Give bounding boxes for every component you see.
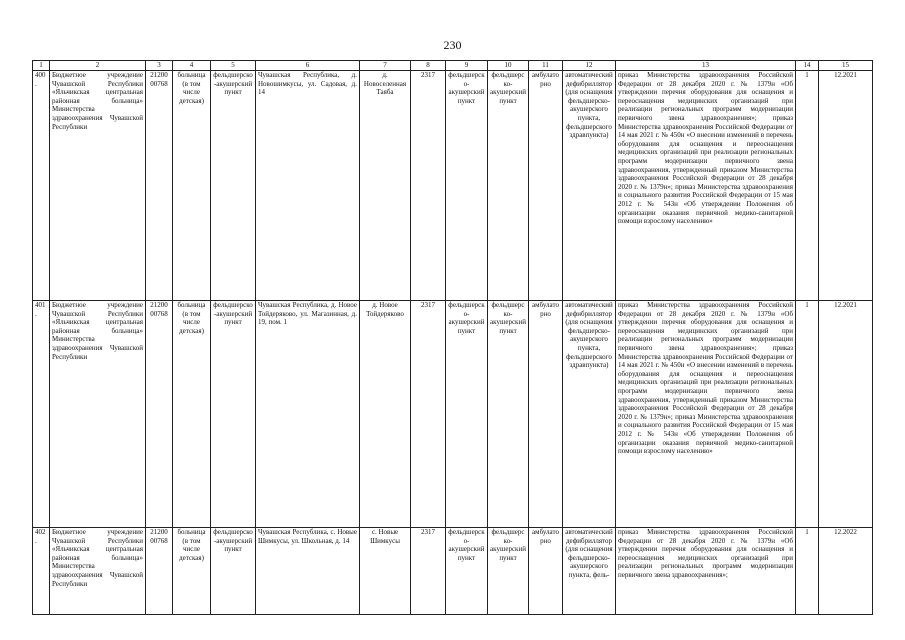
legal-basis: [616, 301, 796, 528]
institution-code: 21200 00768: [146, 528, 173, 615]
institution-code: 21200 00768: [146, 301, 173, 528]
column-header: 8: [411, 61, 446, 71]
registry-table: [32, 60, 873, 615]
column-header: 7: [360, 61, 411, 71]
population: 2317: [411, 71, 446, 301]
row-number: 402.: [33, 528, 50, 615]
address: Чувашская Республика, д. Новое Тойдеряково, ул. Магазинная, д. 19, пом. 1: [256, 301, 360, 528]
care-mode: амбулаторно: [529, 301, 563, 528]
subdivision: фельдшерско-акушерский пункт: [211, 301, 256, 528]
settlement: д. Новоселенная Таяба: [360, 71, 411, 301]
form-col-10: фельдшерско-акушерский пункт: [488, 301, 529, 528]
legal-basis-text: приказ Министерства здравоохранения Российской Федерации от 28 декабря 2020 г. № 1379н «Об утверждении перечня оборудования для оснащения и переоснащения медицинских организаций при реализации региональных программ модернизации первичного звена здравоохранения»; приказ Министерства здравоохранения Российской Федерации от 14 мая 2021 г. № 450н «О внесении изменений в перечень оборудования для оснащения и переоснащения медицинских организаций при реализации региональных программ модернизации первичного звена здравоохранения, утвержденный приказом Министерства здравоохранения Российской Федерации от 28 декабря 2020 г. № 1379н»; приказ Министерства здравоохранения и социального развития Российской Федерации от 15 мая 2012 г. № 543н «Об утверждении Положения об организации оказания первичной медико-санитарной помощи взрослому населению»: [618, 71, 793, 226]
form-col-10: фельдшерско-акушерский пункт: [488, 71, 529, 301]
equipment: автоматический дефибриллятор (для оснащения фельдшерско-акушерского пункта, фель-: [563, 528, 616, 615]
population: 2317: [411, 301, 446, 528]
institution-type: больница (в том числе детская): [173, 301, 211, 528]
institution-type: больница (в том числе детская): [173, 528, 211, 615]
form-col-9: фельдшерско-акушерский пункт: [446, 71, 488, 301]
column-header: 13: [616, 61, 796, 71]
column-header: 1: [33, 61, 50, 71]
quantity: 1: [796, 71, 819, 301]
legal-basis: [616, 71, 796, 301]
legal-basis-text: приказ Министерства здравоохранения Российской Федерации от 28 декабря 2020 г. № 1379н «Об утверждении перечня оборудования для оснащения и переоснащения медицинских организаций при реализации региональных программ модернизации первичного звена здравоохранения»;: [618, 528, 793, 579]
column-header: 10: [488, 61, 529, 71]
institution-name: Бюджетное учреждение Чувашской Республики «Яльчикская центральная районная больница» Министерства здравоохранения Чувашской Республики: [50, 528, 146, 615]
settlement: д. Новое Тойдеряково: [360, 301, 411, 528]
form-col-9: фельдшерско-акушерский пункт: [446, 301, 488, 528]
column-number-row: [33, 61, 873, 71]
column-header: 9: [446, 61, 488, 71]
column-header: 6: [256, 61, 360, 71]
column-header: 4: [173, 61, 211, 71]
quantity: 1: [796, 528, 819, 615]
form-col-10: фельдшерско-акушерский пункт: [488, 528, 529, 615]
address: Чувашская Республика, с. Новые Шимкусы, ул. Школьная, д. 14: [256, 528, 360, 615]
form-col-9: фельдшерско-акушерский пункт: [446, 528, 488, 615]
population: 2317: [411, 528, 446, 615]
column-header: 14: [796, 61, 819, 71]
target-date: 12.2021: [819, 301, 873, 528]
column-header: 11: [529, 61, 563, 71]
institution-type: больница (в том числе детская): [173, 71, 211, 301]
equipment: автоматический дефибриллятор (для оснащения фельдшерско-акушерского пункта, фельдшерского здравпункта): [563, 301, 616, 528]
column-header: 15: [819, 61, 873, 71]
subdivision: фельдшерско-акушерский пункт: [211, 528, 256, 615]
care-mode: амбулаторно: [529, 71, 563, 301]
target-date: 12.2022: [819, 528, 873, 615]
column-header: 5: [211, 61, 256, 71]
address: Чувашская Республика, д. Новошимкусы, ул. Садовая, д. 14: [256, 71, 360, 301]
target-date: 12.2021: [819, 71, 873, 301]
subdivision: фельдшерско-акушерский пункт: [211, 71, 256, 301]
table-row: [33, 301, 873, 528]
institution-code: 21200 00768: [146, 71, 173, 301]
column-header: 2: [50, 61, 146, 71]
column-header: 12: [563, 61, 616, 71]
legal-basis-text: приказ Министерства здравоохранения Российской Федерации от 28 декабря 2020 г. № 1379н «Об утверждении перечня оборудования для оснащения и переоснащения медицинских организаций при реализации региональных программ модернизации первичного звена здравоохранения»; приказ Министерства здравоохранения Российской Федерации от 14 мая 2021 г. № 450н «О внесении изменений в перечень оборудования для оснащения и переоснащения медицинских организаций при реализации региональных программ модернизации первичного звена здравоохранения, утвержденный приказом Министерства здравоохранения Российской Федерации от 28 декабря 2020 г. № 1379н»; приказ Министерства здравоохранения и социального развития Российской Федерации от 15 мая 2012 г. № 543н «Об утверждении Положения об организации оказания первичной медико-санитарной помощи взрослому населению»: [618, 301, 793, 456]
row-number: 401.: [33, 301, 50, 528]
table-row: [33, 528, 873, 615]
quantity: 1: [796, 301, 819, 528]
table-row: [33, 71, 873, 301]
column-header: 3: [146, 61, 173, 71]
page-number: 230: [443, 38, 462, 52]
row-number: 400.: [33, 71, 50, 301]
equipment: автоматический дефибриллятор (для оснащения фельдшерско-акушерского пункта, фельдшерского здравпункта): [563, 71, 616, 301]
institution-name: Бюджетное учреждение Чувашской Республики «Яльчикская центральная районная больница» Министерства здравоохранения Чувашской Республики: [50, 301, 146, 528]
settlement: с. Новые Шимкусы: [360, 528, 411, 615]
institution-name: Бюджетное учреждение Чувашской Республики «Яльчикская центральная районная больница» Министерства здравоохранения Чувашской Республики: [50, 71, 146, 301]
care-mode: амбулаторно: [529, 528, 563, 615]
legal-basis: [616, 528, 796, 615]
